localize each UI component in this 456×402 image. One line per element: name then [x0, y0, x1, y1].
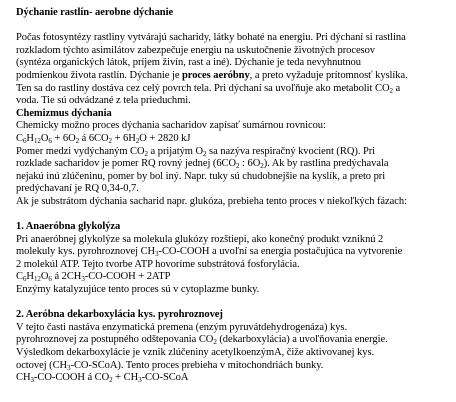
eq-part: C — [16, 271, 23, 283]
chem-text: Pomer medzi vydýchaným CO — [16, 145, 145, 157]
eq-part: -CO-COOH + 2ATP — [84, 271, 171, 283]
intro-line: voda. Tie sú odvádzané z tela prieduchmi. — [16, 95, 191, 107]
subscript: 12 — [33, 275, 41, 284]
intro-line: (syntéza organických látok, príjem živín, rast a iné). Dýchanie je teda nevyhnutnou — [16, 57, 361, 69]
subscript: 2 — [236, 162, 240, 171]
subscript: 3 — [81, 275, 85, 284]
eq-part: -CO-SCoA — [141, 372, 189, 384]
eq-part: á 6CO — [79, 132, 109, 144]
eq-part: CH — [16, 372, 31, 384]
intro-text: a — [392, 82, 401, 94]
section-text: octovej (CH — [16, 359, 68, 371]
chemistry-paragraph — [16, 120, 456, 208]
spacer — [16, 209, 456, 222]
eq-part: O — [40, 271, 49, 283]
chem-text: ). Ak by rastlina predýchavala — [263, 158, 389, 170]
aerobic-emphasis: proces aeróbny — [182, 69, 250, 81]
subscript: 3 — [138, 376, 142, 385]
chem-text: a prijatým O — [147, 145, 204, 157]
section-glycolysis — [16, 221, 456, 297]
subscript: 2 — [203, 149, 207, 158]
eq-part: C — [16, 132, 23, 144]
section-text: molekuly kys. pyrohroznovej CH — [16, 246, 156, 258]
subscript: 2 — [108, 136, 112, 145]
section-line: 2 molekúl ATP. Tejto tvorbe ATP hovoríme substrátová fosforylácia. — [16, 258, 300, 270]
subscript: 2 — [109, 376, 113, 385]
chem-line: Chemicky možno proces dýchania sacharidov zapísať sumárnou rovnicou: — [16, 120, 326, 132]
section-line: Pri anaeróbnej glykolýze sa molekula glukózy rozštiepi, ako konečný produkt vzniknú 2 — [16, 233, 384, 245]
section-decarboxylation — [16, 309, 456, 385]
spacer — [16, 297, 456, 310]
eq-part: H — [26, 132, 34, 144]
subscript: 3 — [155, 250, 159, 259]
subscript: 6 — [22, 136, 27, 145]
section-line — [16, 246, 456, 259]
chem-line — [16, 158, 456, 171]
glycolysis-equation — [16, 271, 456, 284]
subscript: 2 — [75, 136, 80, 145]
subscript: 12 — [33, 136, 41, 145]
eq-part: + 6H — [112, 132, 136, 144]
chem-text: sa nazýva respiračný kvocient (RQ). Pri — [206, 145, 376, 157]
chemistry-heading: Chemizmus dýchania — [16, 107, 112, 119]
decarboxylation-equation — [16, 372, 456, 385]
section-line — [16, 360, 456, 373]
eq-part: á 2CH — [51, 271, 82, 283]
chem-text: rozklade sacharidov je pomer RQ rovný jednej (6CO — [16, 158, 237, 170]
chem-line: nejakú inú zlúčeninu, pomer by bol iný. Napr. tuky sú chudobnejšie na kyslík, a preto pri — [16, 170, 386, 182]
eq-part: + CH — [112, 372, 139, 384]
intro-paragraph — [16, 32, 456, 108]
section-heading: 2. Aeróbna dekarboxylácia kys. pyrohroznovej — [16, 309, 223, 321]
intro-line: Počas fotosyntézy rastliny vytvárajú sacharidy, látky bohaté na energiu. Pri dýchaní si rastlina — [16, 32, 406, 44]
intro-text: Ten sa do rastliny dostáva cez celý povrch tela. Pri dýchaní sa uvoľňuje ako metabolit CO — [16, 82, 390, 94]
eq-part: O — [40, 132, 49, 144]
subscript: 6 — [48, 136, 52, 145]
subscript: 2 — [260, 162, 264, 171]
section-line — [16, 334, 456, 347]
section-line: Výsledkom dekarboxylácie je vznik zlúčeniny acetylkoenzýmA, čiže aktivovanej kys. — [16, 347, 375, 359]
chem-text: : 6O — [239, 158, 261, 170]
subscript: 2 — [144, 149, 148, 158]
subscript: 2 — [213, 338, 217, 347]
intro-text: podmienkou života rastlín. Dýchanie je — [16, 69, 183, 81]
section-text: (dekarboxylácia) a uvoľňovania energie. — [216, 334, 388, 346]
respiration-equation — [16, 133, 456, 146]
section-line: Enzýmy katalyzujúce tento proces sú v cytoplazme bunky. — [16, 284, 260, 296]
chem-line: Ak je substrátom dýchania sacharid napr. glukóza, prebieha tento proces v niekoľkých fázach: — [16, 195, 407, 207]
eq-part: H — [26, 271, 34, 283]
subscript: 6 — [48, 275, 52, 284]
chem-line — [16, 146, 456, 159]
section-line: V tejto časti nastáva enzymatická premena (enzým pyruvátdehydrogenáza) kys. — [16, 321, 348, 333]
chem-line: predýchavaní je RQ 0,34-0,7. — [16, 183, 139, 195]
intro-line — [16, 70, 456, 83]
spacer — [16, 20, 456, 33]
subscript: 3 — [30, 376, 34, 385]
subscript: 2 — [389, 86, 393, 95]
page-title: Dýchanie rastlín- aerobne dýchanie — [16, 7, 174, 18]
subscript: 6 — [22, 275, 27, 284]
subscript: 2 — [135, 136, 140, 145]
intro-line — [16, 83, 456, 96]
intro-text: , a preto vyžaduje prítomnosť kyslíka. — [249, 69, 408, 81]
section-text: -CO-SCoA). Tento proces prebieha v mitochondriách bunky. — [70, 359, 324, 371]
eq-part: -CO-COOH á CO — [33, 372, 110, 384]
section-heading: 1. Anaeróbna glykolýza — [16, 221, 121, 233]
intro-line: rozkladom týchto asimilátov zabezpečuje energiu na uskutočnenie životných procesov — [16, 44, 375, 56]
section-text: -CO-COOH a uvoľní sa energia postačujúca na vytvorenie — [158, 246, 403, 258]
subscript: 3 — [67, 363, 71, 372]
eq-part: + 6O — [51, 132, 76, 144]
section-text: pyrohroznovej za postupného odštepovania CO — [16, 334, 214, 346]
eq-part: O + 2820 kJ — [139, 132, 191, 144]
